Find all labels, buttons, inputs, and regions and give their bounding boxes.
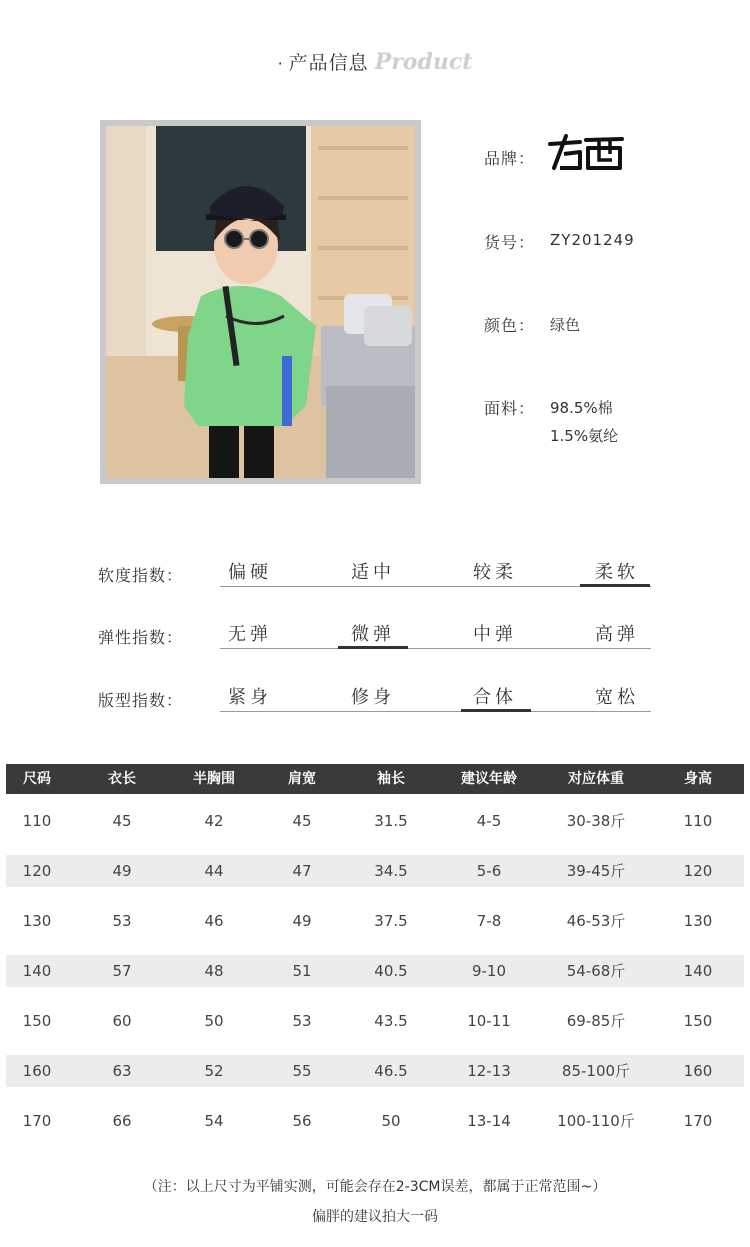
brand-label: 品牌： [484, 149, 536, 168]
cell-chest: 46 [204, 912, 224, 930]
cell-chest: 42 [204, 812, 224, 830]
elasticity-scale [220, 620, 651, 648]
size-table-header [6, 764, 744, 794]
size-note: （注：以上尺寸为平铺实测，可能会存在2-3CM误差，都属于正常范围~） [143, 1179, 607, 1195]
cell-length: 66 [112, 1112, 132, 1130]
cell-sleeve: 43.5 [374, 1012, 408, 1030]
fit-scale [220, 683, 651, 711]
cell-weight: 85-100斤 [561, 1062, 631, 1080]
cell-length: 49 [112, 862, 132, 880]
cell-weight: 69-85斤 [566, 1012, 626, 1030]
cell-length: 45 [112, 812, 132, 830]
color-label: 颜色： [484, 316, 536, 335]
cell-size: 160 [22, 1062, 52, 1080]
brand-logo [546, 132, 626, 174]
cell-size: 130 [22, 912, 52, 930]
cell-sleeve: 37.5 [374, 912, 408, 930]
header-sleeve: 袖长 [377, 771, 405, 787]
elasticity-option: 无弹 [228, 624, 272, 645]
elasticity-selected-marker [338, 646, 408, 649]
header-shoulder: 肩宽 [288, 771, 316, 787]
cell-length: 57 [112, 962, 132, 980]
elasticity-label: 弹性指数： [98, 628, 184, 647]
fit-selected-marker [461, 709, 531, 712]
cell-shoulder: 45 [292, 812, 312, 830]
header-title-en: Product [374, 49, 473, 75]
softness-selected-marker [580, 584, 650, 587]
cell-shoulder: 51 [292, 962, 312, 980]
cell-size: 110 [22, 812, 52, 830]
product-photo [106, 126, 415, 478]
softness-option: 适中 [351, 562, 395, 583]
softness-label: 软度指数： [98, 566, 184, 585]
table-row [6, 855, 744, 887]
cell-age: 9-10 [471, 962, 507, 980]
cell-weight: 39-45斤 [566, 862, 626, 880]
header-age: 建议年龄 [461, 771, 517, 787]
cell-size: 140 [22, 962, 52, 980]
table-row [6, 1055, 744, 1087]
cell-weight: 100-110斤 [557, 1112, 635, 1130]
cell-height: 150 [683, 1012, 713, 1030]
softness-scale [220, 558, 651, 586]
fit-scale-line [220, 711, 651, 712]
elasticity-option: 微弹 [351, 624, 395, 645]
softness-option: 柔软 [595, 562, 639, 583]
header-weight: 对应体重 [568, 771, 624, 787]
cell-height: 160 [683, 1062, 713, 1080]
cell-age: 10-11 [467, 1012, 511, 1030]
cell-height: 140 [683, 962, 713, 980]
header-title-cn: 产品信息 [288, 52, 369, 74]
cell-age: 7-8 [476, 912, 502, 930]
elasticity-option: 高弹 [595, 624, 639, 645]
cell-chest: 44 [204, 862, 224, 880]
header-size: 尺码 [23, 771, 51, 787]
cell-size: 150 [22, 1012, 52, 1030]
cell-shoulder: 56 [292, 1112, 312, 1130]
fabric-line-2: 1.5%氨纶 [550, 427, 619, 445]
cell-sleeve: 50 [381, 1112, 401, 1130]
fabric-line-1: 98.5%棉 [550, 399, 613, 417]
fit-option: 宽松 [595, 687, 639, 708]
softness-option: 偏硬 [228, 562, 272, 583]
fit-option: 合体 [473, 687, 517, 708]
elasticity-scale-line [220, 648, 651, 649]
fabric-label: 面料： [484, 399, 536, 418]
sku-label: 货号： [484, 233, 536, 252]
cell-chest: 50 [204, 1012, 224, 1030]
elasticity-option: 中弹 [473, 624, 517, 645]
table-row [6, 1005, 744, 1037]
cell-size: 120 [22, 862, 52, 880]
header-chest: 半胸围 [193, 771, 235, 787]
fit-label: 版型指数： [98, 691, 184, 710]
cell-age: 4-5 [476, 812, 502, 830]
cell-weight: 30-38斤 [566, 812, 626, 830]
fit-option: 修身 [351, 687, 395, 708]
table-row [6, 905, 744, 937]
table-row [6, 1105, 744, 1137]
cell-height: 120 [683, 862, 713, 880]
table-row [6, 955, 744, 987]
color-value: 绿色 [550, 316, 581, 334]
cell-sleeve: 40.5 [374, 962, 408, 980]
cell-height: 110 [683, 812, 713, 830]
cell-age: 5-6 [476, 862, 502, 880]
cell-shoulder: 53 [292, 1012, 312, 1030]
softness-option: 较柔 [473, 562, 517, 583]
cell-chest: 52 [204, 1062, 224, 1080]
cell-weight: 46-53斤 [566, 912, 626, 930]
section-header [0, 48, 750, 75]
cell-height: 170 [683, 1112, 713, 1130]
sku-value: ZY201249 [550, 231, 635, 249]
cell-chest: 54 [204, 1112, 224, 1130]
size-advice: 偏胖的建议拍大一码 [312, 1209, 438, 1225]
cell-length: 60 [112, 1012, 132, 1030]
header-height: 身高 [684, 771, 712, 787]
cell-shoulder: 47 [292, 862, 312, 880]
header-dot: · [277, 54, 283, 73]
cell-chest: 48 [204, 962, 224, 980]
cell-weight: 54-68斤 [566, 962, 626, 980]
cell-length: 53 [112, 912, 132, 930]
cell-size: 170 [22, 1112, 52, 1130]
fit-option: 紧身 [228, 687, 272, 708]
cell-height: 130 [683, 912, 713, 930]
cell-sleeve: 46.5 [374, 1062, 408, 1080]
cell-shoulder: 55 [292, 1062, 312, 1080]
cell-length: 63 [112, 1062, 132, 1080]
cell-sleeve: 34.5 [374, 862, 408, 880]
cell-shoulder: 49 [292, 912, 312, 930]
cell-age: 13-14 [467, 1112, 511, 1130]
cell-age: 12-13 [467, 1062, 511, 1080]
table-row [6, 805, 744, 837]
cell-sleeve: 31.5 [374, 812, 408, 830]
header-length: 衣长 [108, 771, 136, 787]
